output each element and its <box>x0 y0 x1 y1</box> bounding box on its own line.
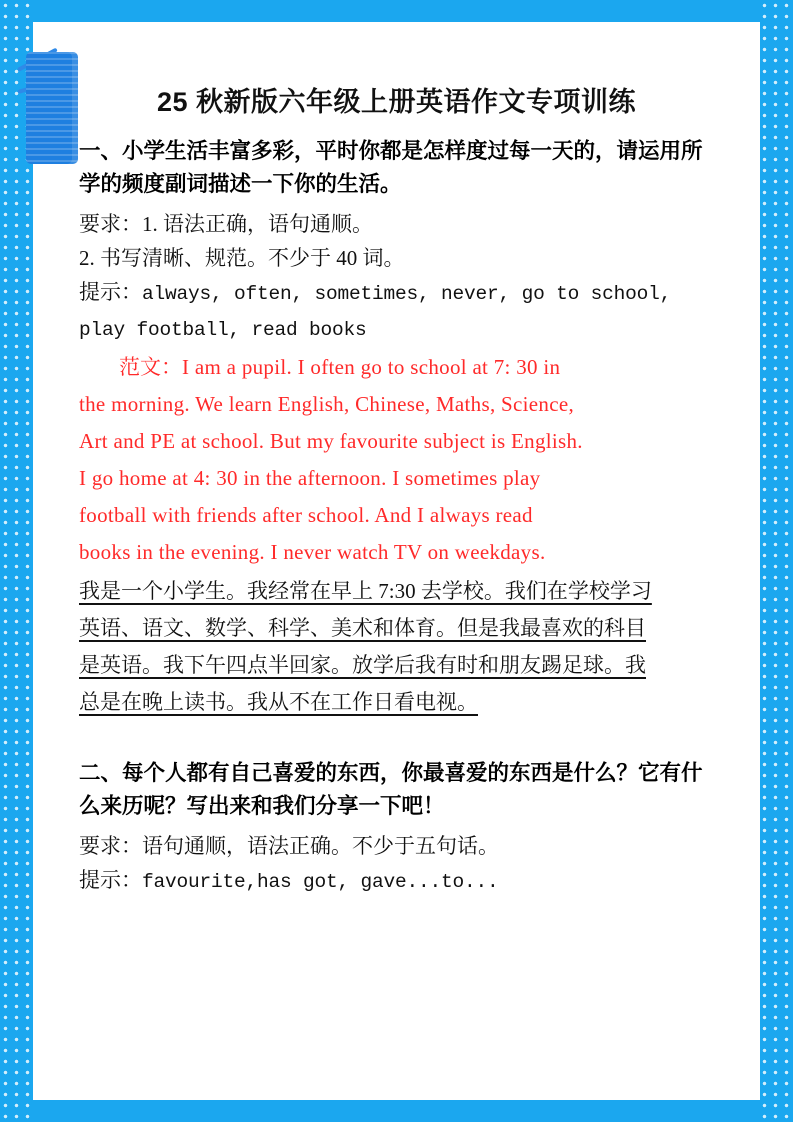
page-title: 25 秋新版六年级上册英语作文专项训练 <box>156 87 637 117</box>
question-one-sample-answer <box>79 349 714 571</box>
sample-line-2: the morning. We learn English, Chinese, Maths, Science, <box>79 392 574 416</box>
sample-label: 范文： <box>119 355 182 379</box>
sample-line-4: I go home at 4: 30 in the afternoon. I sometimes play <box>79 466 541 490</box>
sample-line-6: books in the evening. I never watch TV on weekdays. <box>79 540 546 564</box>
translation-line-2: 英语、语文、数学、科学、美术和体育。但是我最喜欢的科目 <box>79 616 646 640</box>
worksheet-paper <box>33 22 760 1100</box>
question-one-hint-text: always, often, sometimes, never, go to school, play football, read books <box>79 283 672 341</box>
question-one-hint <box>79 275 714 347</box>
section-one <box>79 135 714 721</box>
section-divider-space <box>79 721 714 757</box>
binder-clip-texture <box>26 52 78 164</box>
question-one-translation <box>79 573 714 721</box>
question-one-requirement-2: 2. 书写清晰、规范。不少于 40 词。 <box>79 246 405 270</box>
right-dot-border-decoration <box>759 0 793 1122</box>
left-dot-border-decoration <box>0 0 34 1122</box>
question-two-hint <box>79 863 714 899</box>
question-one-hint-label: 提示： <box>79 280 142 304</box>
section-two <box>79 757 714 899</box>
translation-line-1: 我是一个小学生。我经常在早上 7:30 去学校。我们在学校学习 <box>79 579 652 603</box>
binder-clip-icon <box>16 46 82 164</box>
sample-line-3: Art and PE at school. But my favourite subject is English. <box>79 429 583 453</box>
translation-line-4: 总是在晚上读书。我从不在工作日看电视。 <box>79 690 478 714</box>
translation-line-3: 是英语。我下午四点半回家。放学后我有时和朋友踢足球。我 <box>79 653 646 677</box>
question-two-requirement-1: 要求：语句通顺，语法正确。不少于五句话。 <box>79 834 499 858</box>
question-one-requirement-1: 要求：1. 语法正确，语句通顺。 <box>79 212 373 236</box>
question-one-heading: 一、小学生活丰富多彩，平时你都是怎样度过每一天的，请运用所学的频度副词描述一下你的生活。 <box>79 139 703 196</box>
sample-line-1: I am a pupil. I often go to school at 7: 30 in <box>182 355 561 379</box>
question-two-heading: 二、每个人都有自己喜爱的东西，你最喜爱的东西是什么？它有什么来历呢？写出来和我们分享一下吧！ <box>79 761 703 818</box>
question-two-hint-label: 提示： <box>79 868 142 892</box>
question-two-hint-text: favourite,has got, gave...to... <box>142 871 499 893</box>
sample-line-5: football with friends after school. And I always read <box>79 503 533 527</box>
